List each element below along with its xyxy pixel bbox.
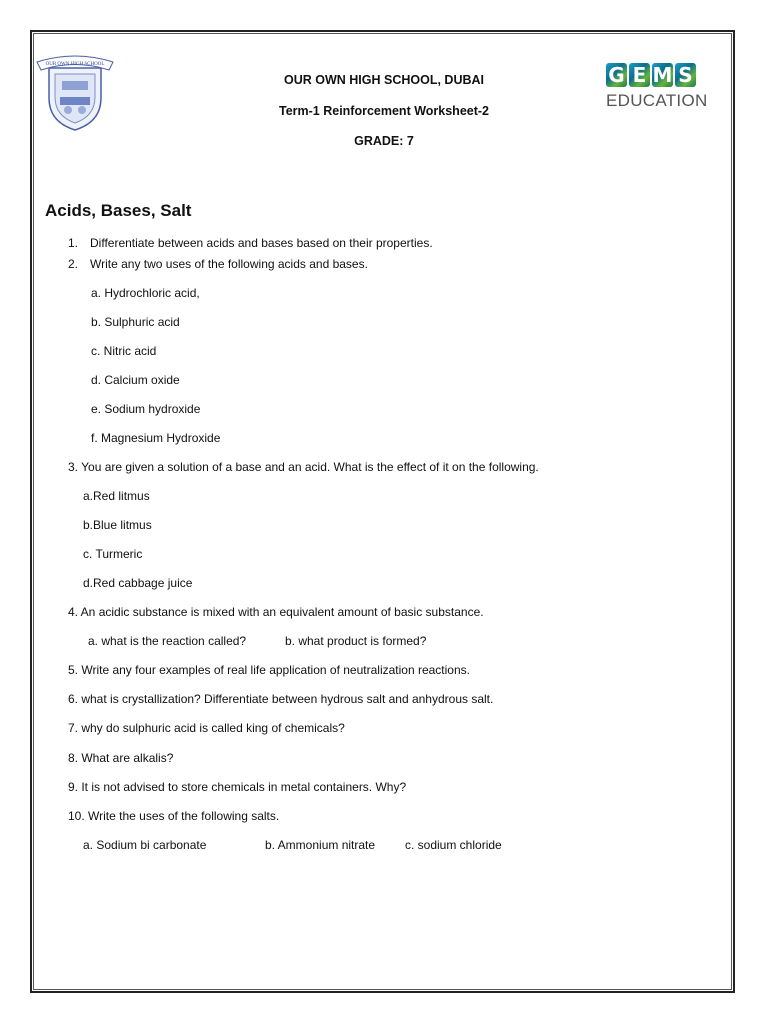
list-item: a.Red litmus — [83, 489, 150, 503]
page-title: Acids, Bases, Salt — [45, 201, 192, 220]
list-item: a. Hydrochloric acid, — [91, 286, 200, 300]
question-4-part-a: a. what is the reaction called? — [88, 634, 247, 648]
question-9: 9. It is not advised to store chemicals in metal containers. Why? — [68, 780, 407, 794]
question-text: Write any two uses of the following acids and bases. — [90, 257, 368, 271]
list-item: f. Magnesium Hydroxide — [91, 431, 221, 445]
question-text: Differentiate between acids and bases based on their properties. — [90, 236, 433, 250]
question-5: 5. Write any four examples of real life application of neutralization reactions. — [68, 663, 470, 677]
question-2 — [68, 257, 368, 271]
question-6: 6. what is crystallization? Differentiate between hydrous salt and anhydrous salt. — [68, 692, 494, 706]
question-4-part-b: b. what product is formed? — [285, 634, 427, 648]
question-number: 2. — [68, 257, 79, 271]
gems-letter-g: G — [606, 63, 627, 87]
list-item: d.Red cabbage juice — [83, 576, 193, 590]
question-8: 8. What are alkalis? — [68, 751, 174, 765]
list-item: d. Calcium oxide — [91, 373, 180, 387]
list-item: b. Sulphuric acid — [91, 315, 180, 329]
question-7: 7. why do sulphuric acid is called king of chemicals? — [68, 721, 345, 735]
list-item: c. Turmeric — [83, 547, 143, 561]
question-number: 1. — [68, 236, 79, 250]
list-item: b.Blue litmus — [83, 518, 152, 532]
school-name: OUR OWN HIGH SCHOOL, DUBAI — [284, 73, 484, 87]
school-crest-logo — [35, 50, 115, 134]
gems-letter-e: E — [629, 63, 650, 87]
grade-label: GRADE: 7 — [354, 134, 414, 148]
question-10: 10. Write the uses of the following salts. — [68, 809, 280, 823]
question-10-part-c: c. sodium chloride — [405, 838, 502, 852]
question-3: 3. You are given a solution of a base and an acid. What is the effect of it on the following. — [68, 460, 539, 474]
worksheet-title: Term-1 Reinforcement Worksheet-2 — [278, 104, 489, 118]
question-1 — [68, 236, 433, 250]
gems-letter-m: M — [652, 63, 673, 87]
question-10-part-a: a. Sodium bi carbonate — [83, 838, 207, 852]
gems-letter-s: S — [675, 63, 696, 87]
crest-banner-text: OUR OWN HIGH SCHOOL — [45, 62, 105, 67]
gems-logo-subtext: EDUCATION — [606, 91, 708, 110]
question-4: 4. An acidic substance is mixed with an equivalent amount of basic substance. — [68, 605, 484, 619]
list-item: e. Sodium hydroxide — [91, 402, 201, 416]
question-10-part-b: b. Ammonium nitrate — [265, 838, 376, 852]
list-item: c. Nitric acid — [91, 344, 157, 358]
